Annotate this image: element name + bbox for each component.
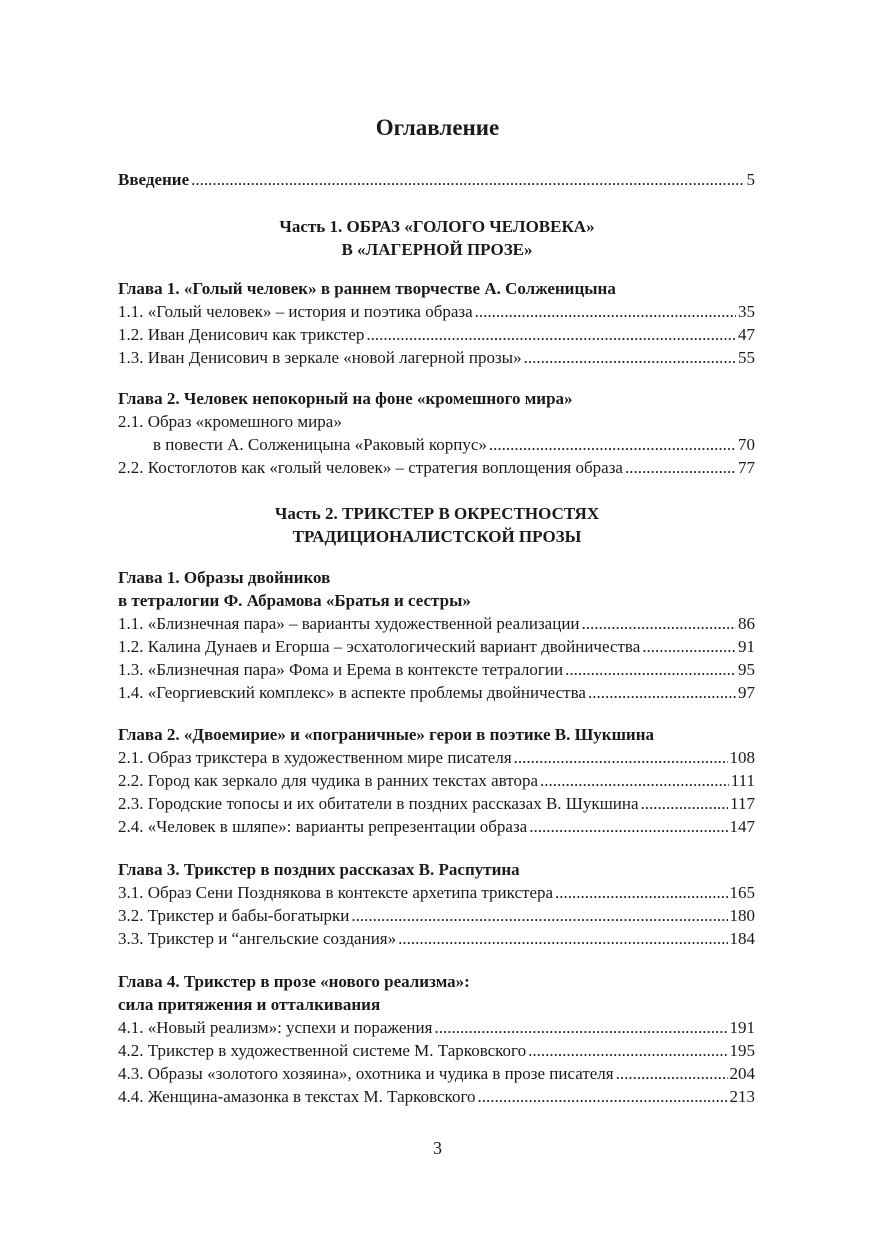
dot-leader (351, 904, 727, 927)
toc-page-number: 86 (738, 614, 755, 633)
toc-entry[interactable] (118, 300, 755, 323)
toc-entry-label: 4.2. Трикстер в художественной системе М. Тарковского (118, 1041, 527, 1060)
toc-page-number: 91 (738, 637, 755, 656)
toc-page-number: 35 (738, 302, 755, 321)
toc-entry-label: 2.2. Костоглотов как «голый человек» – стратегия воплощения образа (118, 458, 623, 477)
part-heading-line: Часть 1. ОБРАЗ «ГОЛОГО ЧЕЛОВЕКА» (279, 217, 595, 236)
part-2-heading (117, 502, 757, 548)
toc-page-number: 5 (746, 170, 755, 189)
toc-page-number: 108 (729, 748, 755, 767)
toc-entry[interactable] (118, 323, 755, 346)
toc-entry[interactable] (118, 1039, 755, 1062)
chapter-heading: Глава 2. Человек непокорный на фоне «кромешного мира» (118, 389, 573, 408)
toc-entry[interactable] (118, 769, 755, 792)
toc-entry-label: 2.3. Городские топосы и их обитатели в поздних рассказах В. Шукшина (118, 794, 639, 813)
toc-entry-label: 4.4. Женщина-амазонка в текстах М. Тарковского (118, 1087, 476, 1106)
toc-page-number: 191 (729, 1018, 755, 1037)
dot-leader (475, 300, 736, 323)
dot-leader (434, 1016, 727, 1039)
part-heading-line: Часть 2. ТРИКСТЕР В ОКРЕСТНОСТЯХ (274, 504, 600, 523)
dot-leader (555, 881, 727, 904)
toc-entry[interactable] (118, 792, 755, 815)
chapter-heading: в тетралогии Ф. Абрамова «Братья и сестры» (118, 591, 471, 610)
dot-leader (529, 815, 727, 838)
toc-entry[interactable] (153, 433, 755, 456)
toc-entry-label: 2.2. Город как зеркало для чудика в ранних текстах автора (118, 771, 539, 790)
dot-leader (366, 323, 736, 346)
toc-page-number: 95 (738, 660, 755, 679)
toc-entry[interactable] (118, 881, 755, 904)
toc-page-number: 77 (738, 458, 755, 477)
toc-entry-label: 1.4. «Георгиевский комплекс» в аспекте проблемы двойничества (118, 683, 586, 702)
dot-leader (565, 658, 736, 681)
toc-entry[interactable] (118, 746, 755, 769)
toc-entry[interactable] (118, 456, 755, 479)
dot-leader (540, 769, 729, 792)
toc-entry[interactable] (118, 658, 755, 681)
page-number: 3 (433, 1138, 442, 1158)
toc-entry-label: 3.3. Трикстер и “ангельские создания» (118, 929, 397, 948)
toc-page-number: 117 (730, 794, 755, 813)
toc-entry[interactable] (118, 1062, 755, 1085)
toc-entry-label: 1.2. Иван Денисович как трикстер (118, 325, 365, 344)
toc-page-number: 97 (738, 683, 755, 702)
toc-title: Оглавление (375, 115, 500, 140)
dot-leader (191, 168, 744, 191)
toc-entry-label: 1.2. Калина Дунаев и Егорша – эсхатологический вариант двойничества (118, 637, 641, 656)
toc-entry-label: Введение (118, 170, 190, 189)
toc-page-number: 195 (729, 1041, 755, 1060)
toc-page-number: 147 (729, 817, 755, 836)
toc-entry[interactable] (118, 612, 755, 635)
toc-entry-label: 2.4. «Человек в шляпе»: варианты репрезентации образа (118, 817, 528, 836)
toc-page-number: 47 (738, 325, 755, 344)
toc-entry[interactable] (118, 635, 755, 658)
toc-entry[interactable] (118, 681, 755, 704)
dot-leader (478, 1085, 728, 1108)
toc-entry-intro[interactable] (118, 168, 755, 191)
toc-entry-label-first-line[interactable]: 2.1. Образ «кромешного мира» (118, 412, 342, 431)
chapter-heading: Глава 3. Трикстер в поздних рассказах В. Распутина (118, 860, 520, 879)
part-1-heading (117, 215, 757, 261)
toc-page-number: 111 (730, 771, 755, 790)
toc-entry-label: в повести А. Солженицына «Раковый корпус» (153, 435, 487, 454)
dot-leader (489, 433, 736, 456)
toc-entry-label: 2.1. Образ трикстера в художественном мире писателя (118, 748, 512, 767)
chapter-heading: Глава 1. «Голый человек» в раннем творчестве А. Солженицына (118, 279, 616, 298)
toc-entry-label: 4.3. Образы «золотого хозяина», охотника и чудика в прозе писателя (118, 1064, 614, 1083)
toc-entry[interactable] (118, 1085, 755, 1108)
toc-page-number: 70 (738, 435, 755, 454)
toc-entry[interactable] (118, 1016, 755, 1039)
dot-leader (588, 681, 736, 704)
toc-entry[interactable] (118, 346, 755, 369)
dot-leader (398, 927, 727, 950)
dot-leader (514, 746, 728, 769)
toc-entry[interactable] (118, 815, 755, 838)
dot-leader (524, 346, 736, 369)
toc-entry-label: 4.1. «Новый реализм»: успехи и поражения (118, 1018, 433, 1037)
toc-entry-label: 1.3. «Близнечная пара» Фома и Ерема в контексте тетралогии (118, 660, 564, 679)
chapter-heading: Глава 4. Трикстер в прозе «нового реализма»: (118, 972, 470, 991)
toc-entry-label: 1.1. «Голый человек» – история и поэтика образа (118, 302, 473, 321)
chapter-heading: сила притяжения и отталкивания (118, 995, 381, 1014)
part-heading-line: В «ЛАГЕРНОЙ ПРОЗЕ» (341, 240, 533, 259)
dot-leader (528, 1039, 727, 1062)
dot-leader (642, 635, 736, 658)
part-heading-line: ТРАДИЦИОНАЛИСТСКОЙ ПРОЗЫ (292, 527, 582, 546)
dot-leader (625, 456, 736, 479)
toc-page-number: 184 (729, 929, 755, 948)
dot-leader (641, 792, 729, 815)
dot-leader (582, 612, 736, 635)
chapter-heading: Глава 2. «Двоемирие» и «пограничные» герои в поэтике В. Шукшина (118, 725, 655, 744)
toc-page-number: 204 (729, 1064, 755, 1083)
toc-page-number: 180 (729, 906, 755, 925)
toc-entry[interactable] (118, 927, 755, 950)
toc-entry-label: 1.1. «Близнечная пара» – варианты художественной реализации (118, 614, 580, 633)
toc-page-number: 55 (738, 348, 755, 367)
toc-entry-label: 3.2. Трикстер и бабы-богатырки (118, 906, 350, 925)
dot-leader (616, 1062, 728, 1085)
chapter-heading: Глава 1. Образы двойников (118, 568, 331, 587)
toc-entry-label: 3.1. Образ Сени Позднякова в контексте архетипа трикстера (118, 883, 554, 902)
toc-page-number: 213 (729, 1087, 755, 1106)
toc-entry-label: 1.3. Иван Денисович в зеркале «новой лагерной прозы» (118, 348, 522, 367)
toc-entry[interactable] (118, 904, 755, 927)
toc-page-number: 165 (729, 883, 755, 902)
